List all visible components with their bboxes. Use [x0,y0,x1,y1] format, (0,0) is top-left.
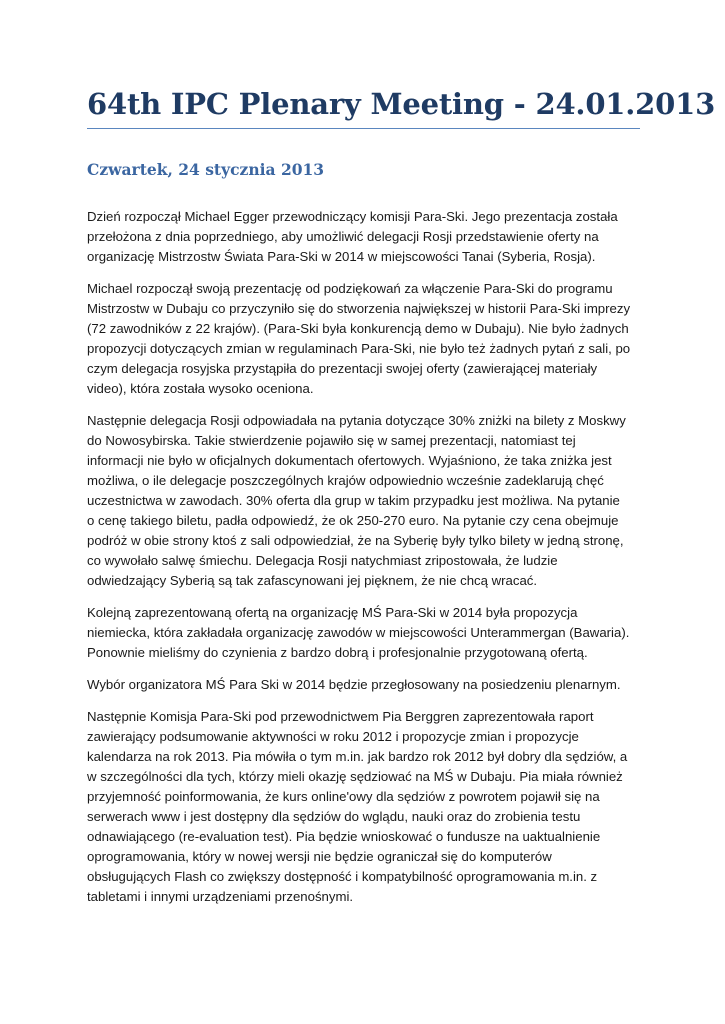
document-page [87,84,716,919]
paragraph-line: do Nowosybirska. Takie stwierdzenie pojawiło się w samej prezentacji, natomiast tej [87,433,576,448]
paragraph-line: obsługujących Flash co zwiększy dostępność i kompatybilność oprogramowania m.in. z [87,869,598,884]
paragraph-line: zawierający podsumowanie aktywności w roku 2012 i propozycje zmian i propozycje [87,729,579,744]
paragraph [87,207,640,267]
paragraph-line: kalendarza na rok 2013. Pia mówiła o tym m.in. jak bardzo rok 2012 był dobry dla sędziów, a [87,749,628,764]
paragraph [87,675,640,695]
paragraph-line: uczestnictwa w zawodach. 30% oferta dla grup w takim przypadku jest możliwa. Na pytanie [87,493,620,508]
paragraph [87,603,640,663]
paragraph-line: tabletami i innymi urządzeniami przenośnymi. [87,889,354,904]
paragraph-line: organizację Mistrzostw Świata Para-Ski w 2014 w miejscowości Tanai (Syberia, Rosja). [87,249,596,264]
document-subtitle: Czwartek, 24 stycznia 2013 [87,160,325,179]
paragraph-line: Wybór organizatora MŚ Para Ski w 2014 będzie przegłosowany na posiedzeniu plenarnym. [87,677,621,692]
paragraph-line: Następnie delegacja Rosji odpowiadała na pytania dotyczące 30% zniżki na bilety z Moskwy [87,413,626,428]
paragraph-line: Mistrzostw w Dubaju co przyczyniło się do stworzenia największej w historii Para-Ski imprezy [87,301,631,316]
paragraph-line: czym delegacja rosyjska przystąpiła do prezentacji swojej oferty (zawierającej materiały [87,361,598,376]
paragraph [87,707,640,907]
paragraph-line: o cenę takiego biletu, padła odpowiedź, że ok 250-270 euro. Na pytanie czy cena obejmuje [87,513,619,528]
paragraph-line: propozycji dotyczących zmian w regulaminach Para-Ski, nie było też żadnych pytań z sali, po [87,341,631,356]
paragraph-line: informacji nie było w oficjalnych dokumentach ofertowych. Wyjaśniono, że taka zniżka jest [87,453,612,468]
document-body [87,207,640,907]
paragraph-line: w szczególności dla tych, którzy mieli okazję sędziować na MŚ w Dubaju. Pia miała również [87,769,623,784]
paragraph-line: Dzień rozpoczął Michael Egger przewodniczący komisji Para-Ski. Jego prezentacja została [87,209,618,224]
document-title: 64th IPC Plenary Meeting - 24.01.2013 [87,87,716,121]
paragraph-line: video), która została wysoko oceniona. [87,381,314,396]
paragraph-line: Następnie Komisja Para-Ski pod przewodnictwem Pia Berggren zaprezentowała raport [87,709,594,724]
paragraph-line: odwiedzający Syberią są tak zafascynowani jej pięknem, że nie chcą wracać. [87,573,538,588]
paragraph-line: niemiecka, która zakładała organizację zawodów w miejscowości Unterammergan (Bawaria). [87,625,630,640]
paragraph-line: odnawiającego (re-evaluation test). Pia będzie wnioskować o fundusze na uaktualnienie [87,829,601,844]
paragraph-line: Ponownie mieliśmy do czynienia z bardzo dobrą i profesjonalnie przygotowaną ofertą. [87,645,588,660]
title-underline [87,128,640,129]
paragraph-line: co wywołało salwę śmiechu. Delegacja Rosji natychmiast zripostowała, że ludzie [87,553,558,568]
paragraph-line: oprogramowania, który w nowej wersji nie będzie ograniczał się do komputerów [87,849,552,864]
paragraph-line: przyjemność poinformowania, że kurs online'owy dla sędziów z powrotem pojawił się na [87,789,600,804]
paragraph-line: przełożona z dnia poprzedniego, aby umożliwić delegacji Rosji przedstawienie oferty na [87,229,599,244]
paragraph [87,411,640,591]
paragraph [87,279,640,399]
paragraph-line: Kolejną zaprezentowaną ofertą na organizację MŚ Para-Ski w 2014 była propozycja [87,605,578,620]
paragraph-line: (72 zawodników z 22 krajów). (Para-Ski była konkurencją demo w Dubaju). Nie było żadnych [87,321,629,336]
paragraph-line: podróż w obie strony ktoś z sali odpowiedział, że na Syberię były tylko bilety w jedną stronę, [87,533,624,548]
paragraph-line: możliwa, o ile delegacje poszczególnych krajów odpowiednio wcześnie zadeklarują chęć [87,473,604,488]
paragraph-line: serwerach www i jest dostępny dla sędziów do wglądu, nauki oraz do zrobienia testu [87,809,581,824]
paragraph-line: Michael rozpoczął swoją prezentację od podziękowań za włączenie Para-Ski do programu [87,281,613,296]
